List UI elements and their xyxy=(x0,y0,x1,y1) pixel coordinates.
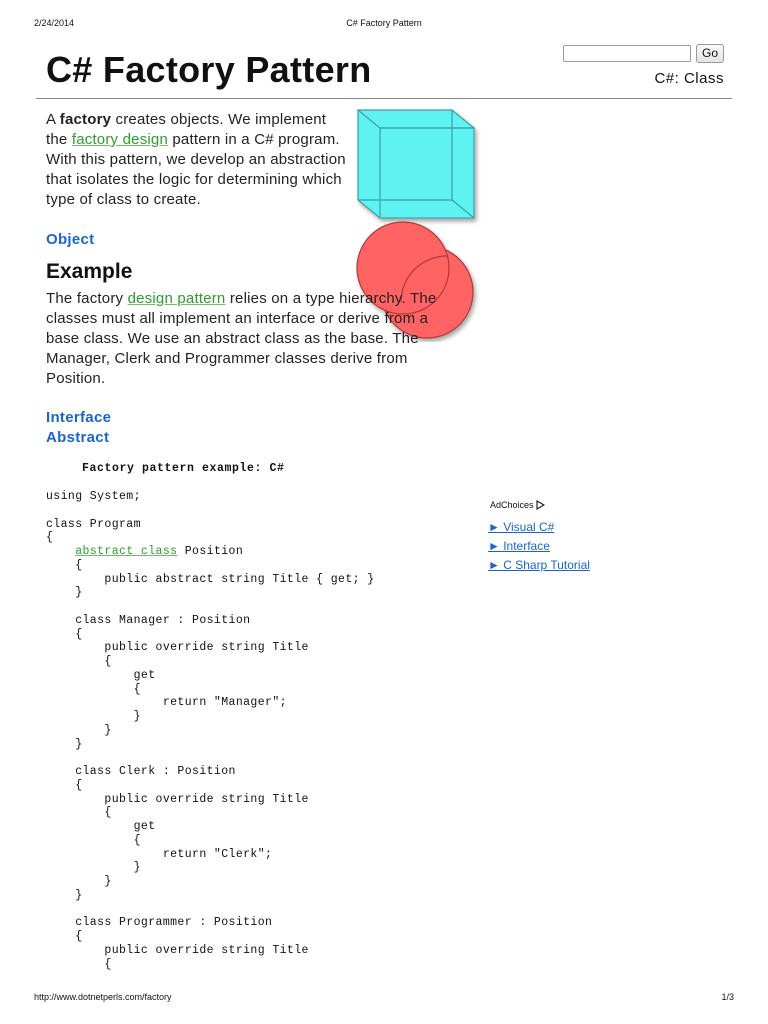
code-line: } xyxy=(46,737,83,751)
code-line: public override string Title xyxy=(46,641,309,655)
print-page-title: C# Factory Pattern xyxy=(346,18,422,28)
code-line xyxy=(46,600,375,614)
print-url: http://www.dotnetperls.com/factory xyxy=(34,992,172,1002)
page-number: 1/3 xyxy=(721,992,734,1002)
code-line: } xyxy=(46,861,141,875)
code-caption: Factory pattern example: C# xyxy=(82,462,285,475)
intro-bold-term: factory xyxy=(59,111,112,128)
code-line: { xyxy=(46,558,83,572)
code-line: get xyxy=(46,820,156,833)
ad-link-interface[interactable]: ► Interface xyxy=(488,539,550,553)
intro-text-a: A xyxy=(46,111,60,128)
code-line: class Program xyxy=(46,517,141,531)
code-line: class Programmer : Position xyxy=(46,916,273,930)
code-line: } xyxy=(46,586,83,600)
print-footer xyxy=(34,992,734,1006)
code-line xyxy=(46,504,375,518)
abstract-class-link[interactable]: abstract class xyxy=(75,545,178,558)
code-line: { xyxy=(46,806,112,820)
ad-link-csharp-tutorial[interactable]: ► C Sharp Tutorial xyxy=(488,558,590,572)
code-line xyxy=(46,751,375,765)
ad-links xyxy=(488,518,590,575)
print-header xyxy=(34,18,734,32)
design-pattern-link[interactable]: design pattern xyxy=(127,290,226,307)
code-line: { xyxy=(46,531,54,545)
search-input[interactable] xyxy=(563,45,691,62)
intro-text-c: pattern in a C# program. With this pattern, we develop an abstraction that isolates the logic for determining which type of class to create. xyxy=(46,131,346,208)
code-line-abstract-class xyxy=(46,545,375,559)
example-heading: Example xyxy=(46,260,133,283)
code-line: class Clerk : Position xyxy=(46,765,236,778)
code-line: { xyxy=(46,833,141,847)
code-line: { xyxy=(46,778,83,792)
category-link[interactable]: C#: Class xyxy=(654,70,724,87)
example-paragraph xyxy=(46,289,458,389)
code-line: } xyxy=(46,875,112,888)
intro-paragraph xyxy=(46,110,346,210)
code-text: Position xyxy=(177,545,244,558)
ad-link-visual-csharp[interactable]: ► Visual C# xyxy=(488,520,555,534)
code-line: } xyxy=(46,710,141,723)
code-line: { xyxy=(46,682,141,696)
code-line: public override string Title xyxy=(46,792,309,806)
page-title: C# Factory Pattern xyxy=(46,49,372,90)
factory-design-link[interactable]: factory design xyxy=(71,131,169,148)
code-line: class Manager : Position xyxy=(46,613,251,627)
adchoices-badge[interactable] xyxy=(490,500,545,510)
code-line: { xyxy=(46,627,83,641)
code-block xyxy=(46,490,375,971)
code-line: { xyxy=(46,655,112,668)
code-indent xyxy=(46,545,75,558)
code-line: } xyxy=(46,888,83,902)
cube-icon xyxy=(358,110,474,218)
code-line: public abstract string Title { get; } xyxy=(46,572,375,586)
code-line: get xyxy=(46,668,156,682)
code-line: } xyxy=(46,723,112,737)
abstract-link[interactable]: Abstract xyxy=(46,429,110,446)
code-line: return "Manager"; xyxy=(46,696,287,710)
adchoices-label: AdChoices xyxy=(490,500,534,510)
interface-link[interactable]: Interface xyxy=(46,409,112,426)
code-line: return "Clerk"; xyxy=(46,847,273,861)
code-line: public override string Title xyxy=(46,943,309,957)
adchoices-triangle-icon xyxy=(536,500,545,510)
go-button[interactable]: Go xyxy=(696,44,724,63)
example-text-a: The factory xyxy=(46,290,128,307)
code-line: { xyxy=(46,957,112,971)
code-line xyxy=(46,903,375,917)
print-date: 2/24/2014 xyxy=(34,18,75,28)
code-line: using System; xyxy=(46,490,141,503)
object-link[interactable]: Object xyxy=(46,231,95,248)
title-divider xyxy=(36,98,732,99)
intro-text-b: creates objects. We implement the xyxy=(46,111,327,148)
example-text-b: relies on a type hierarchy. The classes must all implement an interface or derive from a base class. We use an abstract class as the base. The Manager, Clerk and Programmer classes derive from Position. xyxy=(46,290,437,387)
code-line: { xyxy=(46,930,83,943)
